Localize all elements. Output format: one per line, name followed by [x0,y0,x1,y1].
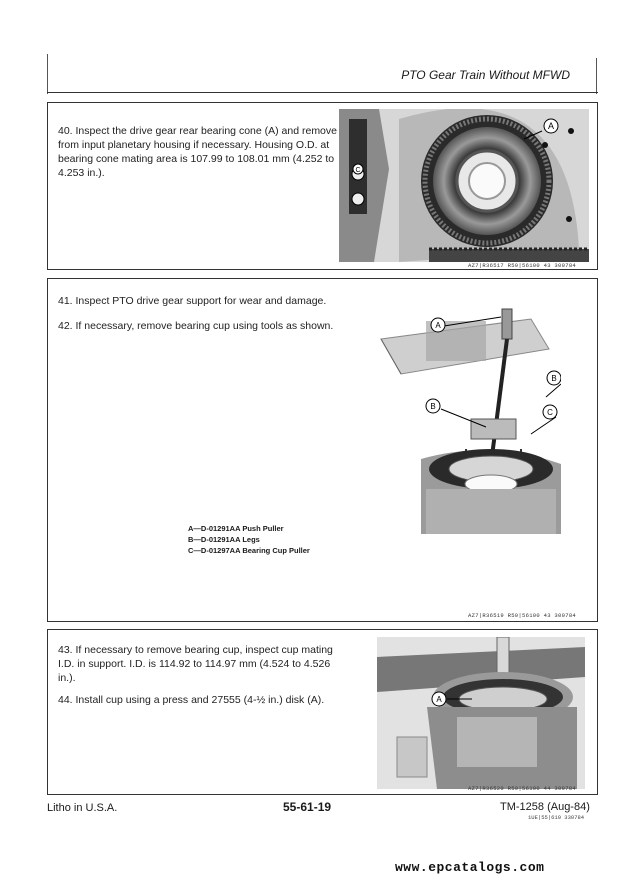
bearing-cone-photo [339,109,589,262]
header-rule [47,92,598,93]
callout-c-label: C [547,408,553,417]
callout-a-label: A [435,321,441,330]
step-41-text: 41. Inspect PTO drive gear support for wear and damage. [58,295,327,307]
callout-b-right [547,371,561,385]
callout-a-label: A [547,121,555,131]
cup-install-photo [377,637,585,789]
callout-a [431,318,445,332]
footer-page-number: 55-61-19 [283,800,332,814]
callout-c [353,164,363,174]
tool-legend-b: B—D-01291AA Legs [188,535,260,544]
callout-b-left-label: B [430,402,436,411]
tool-legend-a: A—D-01291AA Push Puller [188,524,284,533]
step-42-text: 42. If necessary, remove bearing cup using tools as shown. [58,320,334,332]
footer-manual-id: TM-1258 (Aug-84) [500,801,590,813]
callout-b-right-label: B [551,374,557,383]
figure-code: AZ7|R36517 R50|56100 43 300784 [468,262,577,269]
callout-a [544,119,558,133]
watermark-url: www.epcatalogs.com [395,860,545,875]
section-header: PTO Gear Train Without MFWD [401,68,570,82]
procedure-panel-41-42 [47,278,598,622]
tool-legend-c: C—D-01297AA Bearing Cup Puller [188,546,310,555]
figure-bearing-cone [339,109,589,262]
figure-code: AZ7|R36520 R50|56100 44 300784 [468,785,577,792]
figure-cup-install [377,637,585,789]
bearing-cup-puller-photo [371,299,561,534]
footer-litho: Litho in U.S.A. [47,802,118,814]
step-40-text: 40. Inspect the drive gear rear bearing cone (A) and remove from input planetary housing if necessary. Housing O.D. at bearing cone mating area is 107.99 to 108.01 mm (4.252 to 4.253 in.). [58,125,337,179]
tool-legend [188,523,310,556]
callout-a [432,692,446,706]
callout-c [543,405,557,419]
step-43-text: 43. If necessary to remove bearing cup, inspect cup mating I.D. in support. I.D. is 114.92 to 114.97 mm (4.524 to 4.526 in.). [58,644,333,684]
footer-code: 1UE|55|619 330784 [528,814,585,821]
figure-bearing-cup-puller [371,299,561,534]
callout-c-label: C [355,167,361,174]
callout-a-label: A [436,695,442,704]
procedure-panel-40 [47,102,598,270]
callout-b-left [426,399,440,413]
step-44-text: 44. Install cup using a press and 27555 (4-½ in.) disk (A). [58,694,325,706]
procedure-panel-43-44 [47,629,598,795]
figure-code: AZ7|R36519 R50|56100 43 300784 [468,612,577,619]
page-margin-line-right [596,58,597,94]
